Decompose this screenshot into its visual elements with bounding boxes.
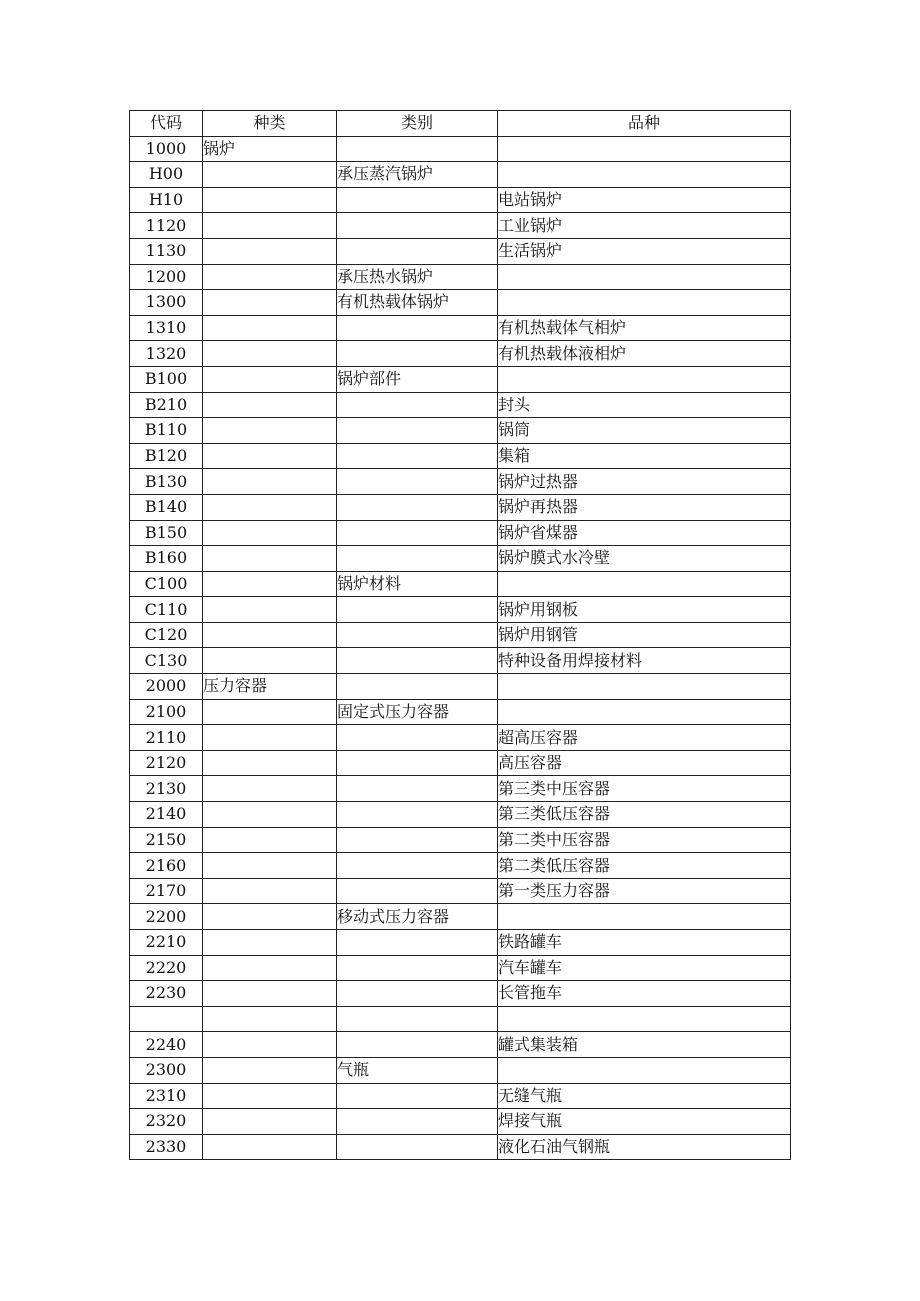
cell-category — [337, 827, 498, 853]
table-row — [130, 1083, 791, 1109]
cell-code: 2330 — [130, 1134, 203, 1160]
cell-variety — [498, 366, 791, 392]
table-row — [130, 802, 791, 828]
cell-type — [203, 494, 337, 520]
table-row — [130, 674, 791, 700]
cell-code: 2230 — [130, 981, 203, 1007]
cell-variety: 锅炉省煤器 — [498, 520, 791, 546]
cell-code: C120 — [130, 622, 203, 648]
table-row — [130, 776, 791, 802]
cell-variety: 第二类低压容器 — [498, 853, 791, 879]
cell-category — [337, 1109, 498, 1135]
cell-type — [203, 802, 337, 828]
cell-category: 锅炉部件 — [337, 366, 498, 392]
cell-category: 气瓶 — [337, 1057, 498, 1083]
table-row — [130, 162, 791, 188]
cell-category — [337, 853, 498, 879]
cell-variety — [498, 1006, 791, 1032]
cell-code: C110 — [130, 597, 203, 623]
cell-code: 2000 — [130, 674, 203, 700]
cell-variety: 工业锅炉 — [498, 213, 791, 239]
cell-code: 1320 — [130, 341, 203, 367]
cell-type — [203, 341, 337, 367]
table-row — [130, 904, 791, 930]
cell-type — [203, 264, 337, 290]
cell-type — [203, 725, 337, 751]
cell-code: 2150 — [130, 827, 203, 853]
cell-code: 2210 — [130, 930, 203, 956]
cell-variety — [498, 674, 791, 700]
cell-code: H10 — [130, 187, 203, 213]
cell-code: C130 — [130, 648, 203, 674]
cell-category — [337, 187, 498, 213]
cell-variety: 有机热载体液相炉 — [498, 341, 791, 367]
cell-category — [337, 1006, 498, 1032]
table-row — [130, 699, 791, 725]
table-row — [130, 520, 791, 546]
cell-code: 2240 — [130, 1032, 203, 1058]
cell-code: 2320 — [130, 1109, 203, 1135]
cell-category — [337, 750, 498, 776]
table-row — [130, 827, 791, 853]
cell-code: 2300 — [130, 1057, 203, 1083]
cell-category — [337, 418, 498, 444]
cell-variety: 长管拖车 — [498, 981, 791, 1007]
table-row — [130, 955, 791, 981]
cell-type — [203, 290, 337, 316]
cell-type — [203, 418, 337, 444]
cell-category — [337, 674, 498, 700]
table-row — [130, 1057, 791, 1083]
cell-category — [337, 136, 498, 162]
cell-variety: 第三类低压容器 — [498, 802, 791, 828]
table-row — [130, 443, 791, 469]
table-row — [130, 981, 791, 1007]
cell-type — [203, 776, 337, 802]
header-code: 代码 — [130, 111, 203, 137]
cell-category: 固定式压力容器 — [337, 699, 498, 725]
cell-variety — [498, 136, 791, 162]
cell-type: 锅炉 — [203, 136, 337, 162]
cell-code: 1300 — [130, 290, 203, 316]
cell-type — [203, 699, 337, 725]
cell-type — [203, 469, 337, 495]
cell-category — [337, 469, 498, 495]
cell-category — [337, 648, 498, 674]
cell-type — [203, 904, 337, 930]
cell-code: B140 — [130, 494, 203, 520]
cell-type — [203, 1057, 337, 1083]
cell-code: B210 — [130, 392, 203, 418]
cell-variety: 超高压容器 — [498, 725, 791, 751]
cell-category — [337, 930, 498, 956]
cell-category — [337, 1134, 498, 1160]
cell-variety: 罐式集装箱 — [498, 1032, 791, 1058]
cell-category — [337, 1083, 498, 1109]
cell-category: 有机热载体锅炉 — [337, 290, 498, 316]
table-row — [130, 418, 791, 444]
cell-category: 移动式压力容器 — [337, 904, 498, 930]
table-row — [130, 930, 791, 956]
cell-code: 1120 — [130, 213, 203, 239]
table-row — [130, 622, 791, 648]
cell-category — [337, 981, 498, 1007]
cell-category — [337, 597, 498, 623]
cell-category — [337, 725, 498, 751]
table-row — [130, 648, 791, 674]
cell-type — [203, 443, 337, 469]
cell-variety — [498, 162, 791, 188]
table-row — [130, 290, 791, 316]
cell-category — [337, 622, 498, 648]
cell-category — [337, 878, 498, 904]
table-row — [130, 238, 791, 264]
cell-variety: 锅炉再热器 — [498, 494, 791, 520]
cell-variety: 锅炉用钢板 — [498, 597, 791, 623]
cell-type — [203, 622, 337, 648]
table-row — [130, 187, 791, 213]
cell-variety: 高压容器 — [498, 750, 791, 776]
cell-category — [337, 802, 498, 828]
cell-code: 2100 — [130, 699, 203, 725]
cell-category — [337, 213, 498, 239]
cell-type — [203, 162, 337, 188]
table-row — [130, 366, 791, 392]
cell-code: B130 — [130, 469, 203, 495]
cell-category — [337, 955, 498, 981]
table-row — [130, 597, 791, 623]
cell-variety — [498, 571, 791, 597]
table-row — [130, 341, 791, 367]
table-row — [130, 1032, 791, 1058]
cell-variety: 第三类中压容器 — [498, 776, 791, 802]
cell-type — [203, 315, 337, 341]
table-row — [130, 546, 791, 572]
cell-variety: 锅筒 — [498, 418, 791, 444]
cell-type — [203, 648, 337, 674]
header-variety: 品种 — [498, 111, 791, 137]
cell-code: 2120 — [130, 750, 203, 776]
table-row — [130, 264, 791, 290]
table-row — [130, 392, 791, 418]
cell-code: 2140 — [130, 802, 203, 828]
cell-code: 1200 — [130, 264, 203, 290]
header-row — [130, 111, 791, 137]
header-category: 类别 — [337, 111, 498, 137]
cell-variety — [498, 699, 791, 725]
cell-variety: 焊接气瓶 — [498, 1109, 791, 1135]
cell-variety — [498, 1057, 791, 1083]
cell-type: 压力容器 — [203, 674, 337, 700]
table-row — [130, 494, 791, 520]
cell-type — [203, 827, 337, 853]
cell-code — [130, 1006, 203, 1032]
cell-type — [203, 1083, 337, 1109]
cell-code: H00 — [130, 162, 203, 188]
cell-type — [203, 1006, 337, 1032]
cell-variety: 电站锅炉 — [498, 187, 791, 213]
cell-variety: 汽车罐车 — [498, 955, 791, 981]
cell-type — [203, 213, 337, 239]
cell-variety: 封头 — [498, 392, 791, 418]
cell-type — [203, 853, 337, 879]
cell-code: 2110 — [130, 725, 203, 751]
cell-code: 2130 — [130, 776, 203, 802]
table-row — [130, 725, 791, 751]
table-row — [130, 853, 791, 879]
cell-variety: 特种设备用焊接材料 — [498, 648, 791, 674]
cell-type — [203, 878, 337, 904]
cell-type — [203, 392, 337, 418]
cell-category: 承压热水锅炉 — [337, 264, 498, 290]
cell-type — [203, 750, 337, 776]
table-row — [130, 750, 791, 776]
cell-code: 1310 — [130, 315, 203, 341]
cell-variety: 液化石油气钢瓶 — [498, 1134, 791, 1160]
cell-category — [337, 392, 498, 418]
cell-type — [203, 546, 337, 572]
cell-type — [203, 187, 337, 213]
table-row — [130, 315, 791, 341]
cell-category — [337, 315, 498, 341]
cell-code: 1000 — [130, 136, 203, 162]
cell-type — [203, 955, 337, 981]
cell-variety: 锅炉用钢管 — [498, 622, 791, 648]
cell-code: B120 — [130, 443, 203, 469]
cell-category: 承压蒸汽锅炉 — [337, 162, 498, 188]
cell-variety: 有机热载体气相炉 — [498, 315, 791, 341]
cell-variety: 锅炉膜式水冷壁 — [498, 546, 791, 572]
cell-type — [203, 1109, 337, 1135]
table-row — [130, 571, 791, 597]
cell-type — [203, 520, 337, 546]
cell-type — [203, 1032, 337, 1058]
cell-category — [337, 1032, 498, 1058]
table-row — [130, 1134, 791, 1160]
cell-variety: 锅炉过热器 — [498, 469, 791, 495]
cell-category — [337, 776, 498, 802]
table-row — [130, 1006, 791, 1032]
cell-code: B110 — [130, 418, 203, 444]
cell-category — [337, 520, 498, 546]
cell-variety: 生活锅炉 — [498, 238, 791, 264]
cell-code: 2220 — [130, 955, 203, 981]
table-row — [130, 469, 791, 495]
cell-type — [203, 981, 337, 1007]
cell-variety: 集箱 — [498, 443, 791, 469]
cell-variety — [498, 290, 791, 316]
cell-code: B160 — [130, 546, 203, 572]
cell-code: C100 — [130, 571, 203, 597]
cell-category — [337, 341, 498, 367]
cell-type — [203, 597, 337, 623]
cell-code: B150 — [130, 520, 203, 546]
cell-type — [203, 1134, 337, 1160]
cell-variety: 无缝气瓶 — [498, 1083, 791, 1109]
cell-variety: 第二类中压容器 — [498, 827, 791, 853]
header-type: 种类 — [203, 111, 337, 137]
cell-code: B100 — [130, 366, 203, 392]
cell-category — [337, 494, 498, 520]
cell-code: 2200 — [130, 904, 203, 930]
cell-category: 锅炉材料 — [337, 571, 498, 597]
cell-variety — [498, 264, 791, 290]
cell-category — [337, 238, 498, 264]
table-row — [130, 1109, 791, 1135]
cell-category — [337, 546, 498, 572]
cell-type — [203, 930, 337, 956]
cell-variety: 铁路罐车 — [498, 930, 791, 956]
cell-type — [203, 238, 337, 264]
cell-variety: 第一类压力容器 — [498, 878, 791, 904]
table-row — [130, 213, 791, 239]
cell-type — [203, 366, 337, 392]
cell-code: 1130 — [130, 238, 203, 264]
equipment-catalog-table — [129, 110, 791, 1160]
table-row — [130, 878, 791, 904]
table-body — [130, 136, 791, 1160]
cell-variety — [498, 904, 791, 930]
cell-type — [203, 571, 337, 597]
cell-category — [337, 443, 498, 469]
cell-code: 2310 — [130, 1083, 203, 1109]
cell-code: 2160 — [130, 853, 203, 879]
table-row — [130, 136, 791, 162]
cell-code: 2170 — [130, 878, 203, 904]
